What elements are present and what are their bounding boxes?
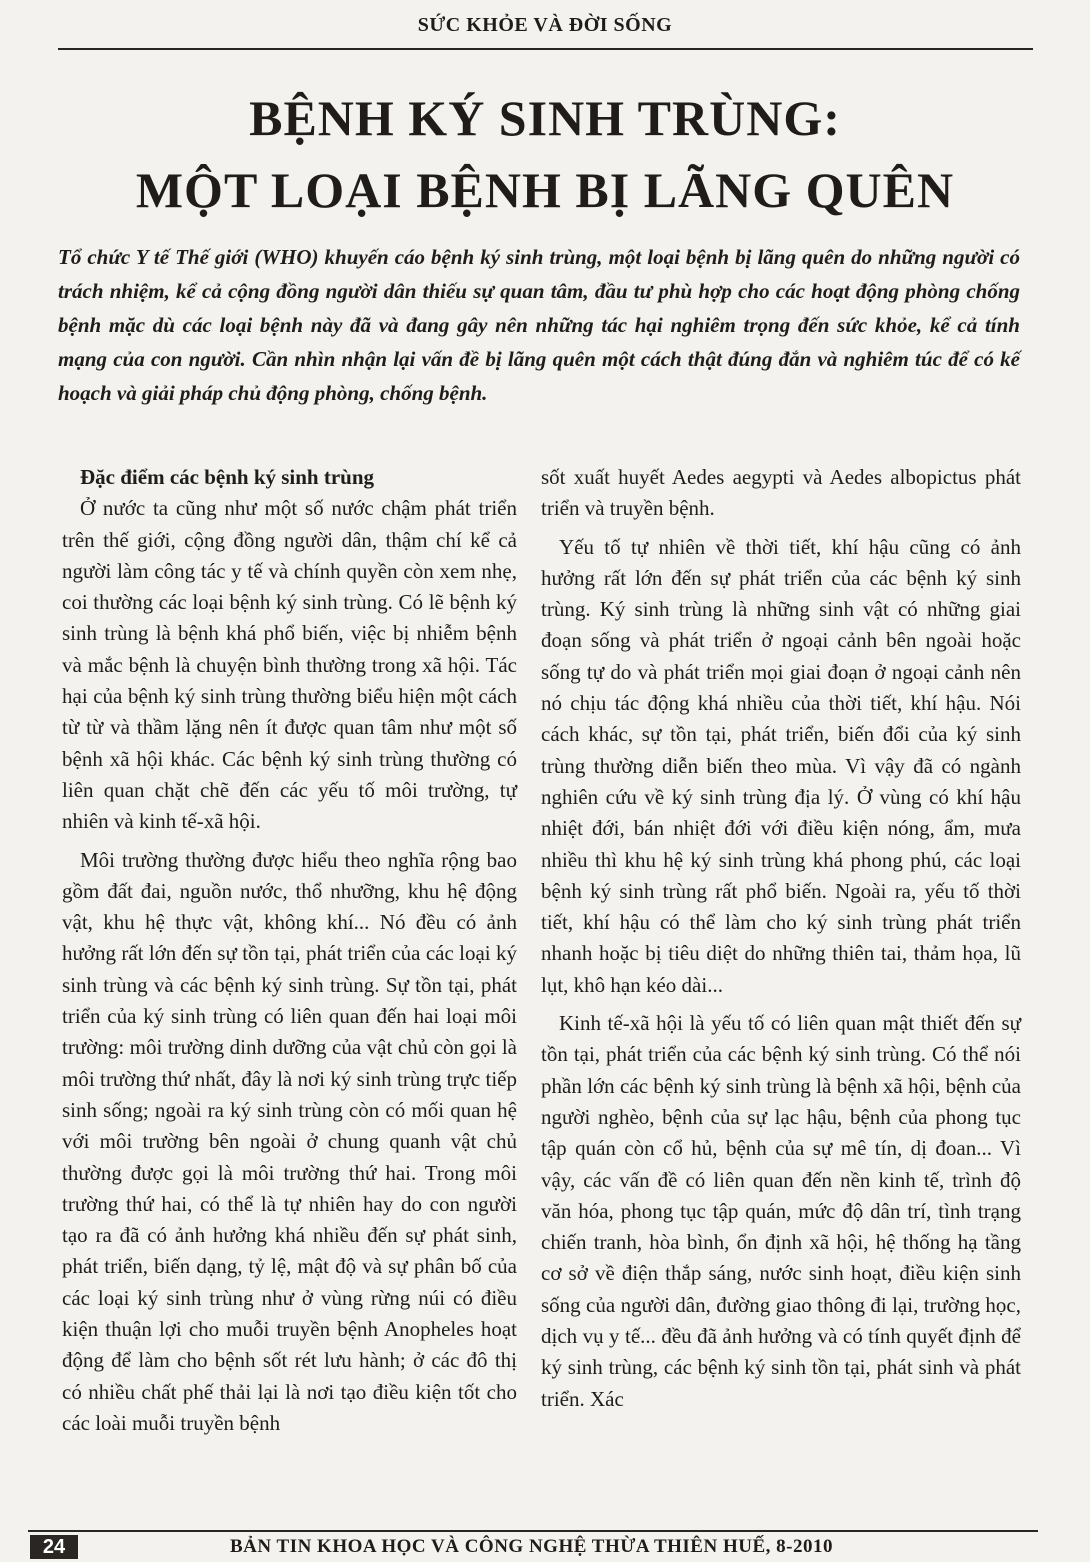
title-line-2: MỘT LOẠI BỆNH BỊ LÃNG QUÊN	[135, 162, 955, 218]
title-line-1: BỆNH KÝ SINH TRÙNG:	[249, 90, 841, 146]
right-column	[541, 462, 1021, 1422]
body-paragraph: Kinh tế-xã hội là yếu tố có liên quan mật thiết đến sự tồn tại, phát triển của các bệnh ký sinh trùng. Có thể nói phần lớn các bệnh ký sinh trùng là bệnh xã hội, bệnh của người nghèo, bệnh của sự lạc hậu, bệnh của phong tục tập quán còn cổ hủ, bệnh của sự mê tín, dị đoan... Vì vậy, các vấn đề có liên quan đến nền kinh tế, trình độ văn hóa, phong tục tập quán, mức độ dân trí, tình trạng chiến tranh, hòa bình, ổn định xã hội, hệ thống hạ tầng cơ sở về điện thắp sáng, nước sinh hoạt, điều kiện sinh sống của người dân, đường giao thông đi lại, trường học, dịch vụ y tế... đều đã ảnh hưởng và có tính quyết định để ký sinh trùng, các bệnh ký sinh tồn tại, phát sinh và phát triển. Xác	[541, 1011, 1021, 1411]
body-paragraph: sốt xuất huyết Aedes aegypti và Aedes albopictus phát triển và truyền bệnh.	[541, 465, 1021, 521]
header-divider	[58, 48, 1033, 50]
body-paragraph: Yếu tố tự nhiên về thời tiết, khí hậu cũng có ảnh hưởng rất lớn đến sự phát triển của các bệnh ký sinh trùng. Ký sinh trùng là những sinh vật có những giai đoạn sống và phát triển ở ngoại cảnh bên ngoài hoặc sống tự do và phát triển mọi giai đoạn ở ngoại cảnh nên nó chịu tác động khá nhiều của thời tiết, khí hậu. Nói cách khác, sự tồn tại, phát triển, biến đổi của ký sinh trùng thường diễn biến theo mùa. Vì vậy đã có ngành nghiên cứu về ký sinh trùng địa lý. Ở vùng có khí hậu nhiệt đới, bán nhiệt đới với điều kiện nóng, ẩm, mưa nhiều thì khu hệ ký sinh trùng khá phong phú, các loại bệnh ký sinh trùng rất phổ biến. Ngoài ra, yếu tố thời tiết, khí hậu có thể làm cho ký sinh trùng phát triển nhanh hoặc bị tiêu diệt do những thiên tai, thảm họa, lũ lụt, khô hạn kéo dài...	[541, 534, 1021, 997]
section-header: SỨC KHỎE VÀ ĐỜI SỐNG	[417, 14, 673, 36]
article-title	[40, 82, 1050, 226]
section-heading: Đặc điểm các bệnh ký sinh trùng	[80, 465, 375, 489]
left-column	[62, 462, 517, 1446]
page-number: 24	[30, 1535, 78, 1559]
article-lead: Tổ chức Y tế Thế giới (WHO) khuyến cáo bệnh ký sinh trùng, một loại bệnh bị lãng quên do những người có trách nhiệm, kể cả cộng đồng người dân thiếu sự quan tâm, đầu tư phù hợp cho các hoạt động phòng chống bệnh mặc dù các loại bệnh này đã và đang gây nên những tác hại nghiêm trọng đến sức khỏe, kể cả tính mạng của con người. Cần nhìn nhận lại vấn đề bị lãng quên một cách thật đúng đắn và nghiêm túc để có kế hoạch và giải pháp chủ động phòng, chống bệnh.	[58, 245, 1020, 405]
body-paragraph: Ở nước ta cũng như một số nước chậm phát triển trên thế giới, cộng đồng người dân, thậm chí kể cả người làm công tác y tế và chính quyền còn xem nhẹ, coi thường các loại bệnh ký sinh trùng. Có lẽ bệnh ký sinh trùng là bệnh khá phổ biến, việc bị nhiễm bệnh và mắc bệnh là chuyện bình thường trong xã hội. Tác hại của bệnh ký sinh trùng thường biểu hiện một cách từ từ và thầm lặng nên ít được quan tâm như một số bệnh xã hội khác. Các bệnh ký sinh trùng thường có liên quan chặt chẽ đến các yếu tố môi trường, tự nhiên và kinh tế-xã hội.	[62, 496, 517, 834]
footer-divider	[28, 1530, 1038, 1532]
body-paragraph: Môi trường thường được hiểu theo nghĩa rộng bao gồm đất đai, nguồn nước, thổ nhưỡng, khu hệ động vật, khu hệ thực vật, không khí... Nó đều có ảnh hưởng rất lớn đến sự tồn tại, phát triển của các loại ký sinh trùng và các bệnh ký sinh trùng. Sự tồn tại, phát triển của ký sinh trùng có liên quan đến hai loại môi trường: môi trường dinh dưỡng của vật chủ còn gọi là môi trường thứ nhất, đây là nơi ký sinh trùng trực tiếp sinh sống; ngoài ra ký sinh trùng còn có mối quan hệ với môi trường bên ngoài ở chung quanh vật chủ thường được gọi là môi trường thứ hai. Trong môi trường thứ hai, có thể là tự nhiên hay do con người tạo ra đã có ảnh hưởng khá nhiều đến sự phát sinh, phát triển, biến dạng, tỷ lệ, mật độ và sự phân bố của các loại ký sinh trùng như ở vùng rừng núi có điều kiện thuận lợi cho muỗi truyền bệnh Anopheles hoạt động để làm cho bệnh sốt rét lưu hành; ở các đô thị có nhiều chất phế thải lại là nơi tạo điều kiện tốt cho các loài muỗi truyền bệnh	[62, 847, 517, 1435]
publication-footer: BẢN TIN KHOA HỌC VÀ CÔNG NGHỆ THỪA THIÊN HUẾ, 8-2010	[230, 1536, 833, 1557]
